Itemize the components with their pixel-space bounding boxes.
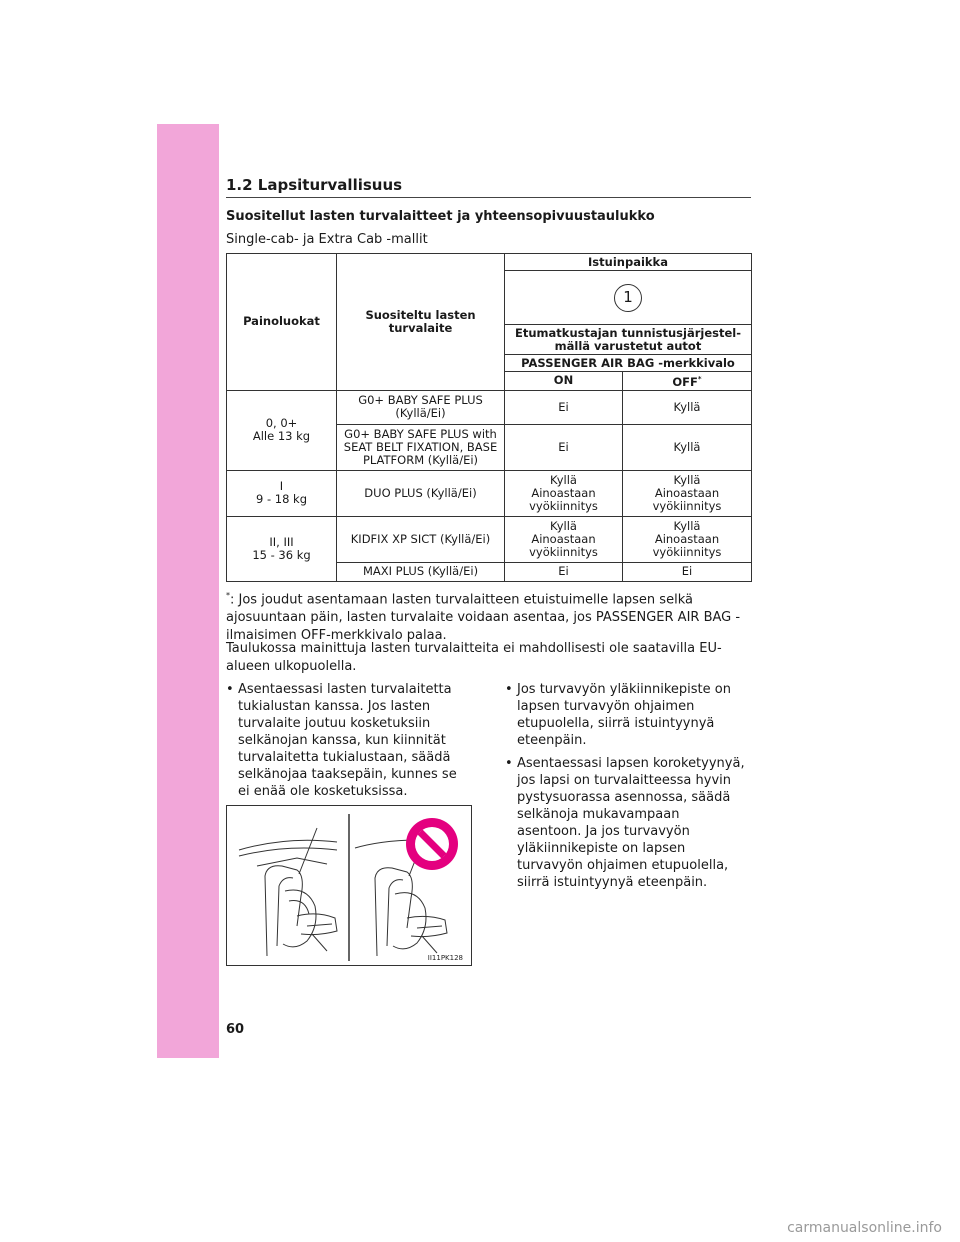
illustration-code: II11PK128 <box>427 954 463 962</box>
device-cell: MAXI PLUS (Kyllä/Ei) <box>337 562 505 581</box>
list-item: • Asentaessasi lapsen koroketyynyä, jos lapsi on turvalaitteessa hyvin pystysuorassa asennossa, säädä selkänoja mukavampaan asentoon. Ja jos turvavyön yläkiinnikepiste on lapsen turvavyön ohjaimen etupuolella, siirrä istuintyynyä eteenpäin. <box>505 755 745 891</box>
header-on: ON <box>505 372 623 391</box>
availability-note: Taulukossa mainittuja lasten turvalaitteita ei mahdollisesti ole saatavilla EU-alueen ulkopuolella. <box>226 641 722 674</box>
compatibility-table <box>226 253 752 582</box>
off-cell: Ei <box>623 562 752 581</box>
device-cell: G0+ BABY SAFE PLUS (Kyllä/Ei) <box>337 390 505 424</box>
on-cell: Kyllä Ainoastaan vyökiinnitys <box>505 516 623 562</box>
header-seat-position: Istuinpaikka <box>505 254 752 271</box>
table-title: Suositellut lasten turvalaitteet ja yhteensopivuustaulukko <box>226 209 655 224</box>
bullet-list-left <box>226 681 461 806</box>
seat-installation-drawing <box>227 806 471 965</box>
off-cell: Kyllä <box>623 424 752 470</box>
page-number: 60 <box>226 1022 245 1037</box>
off-cell: Kyllä Ainoastaan vyökiinnitys <box>623 516 752 562</box>
on-cell: Ei <box>505 562 623 581</box>
on-cell: Kyllä Ainoastaan vyökiinnitys <box>505 470 623 516</box>
on-cell: Ei <box>505 390 623 424</box>
off-cell: Kyllä <box>623 390 752 424</box>
weight-class-cell: II, III 15 - 36 kg <box>227 516 337 581</box>
header-device: Suositeltu lasten turvalaite <box>337 254 505 391</box>
bullet-list-right <box>505 681 745 897</box>
prohibition-icon <box>406 818 458 870</box>
weight-class-cell: I 9 - 18 kg <box>227 470 337 516</box>
header-weight-class: Painoluokat <box>227 254 337 391</box>
on-cell: Ei <box>505 424 623 470</box>
off-cell: Kyllä Ainoastaan vyökiinnitys <box>623 470 752 516</box>
header-airbag-indicator: PASSENGER AIR BAG -merkkivalo <box>505 355 752 372</box>
seat-1-icon: 1 <box>614 284 642 312</box>
section-heading: 1.2 Lapsiturvallisuus <box>226 176 751 198</box>
list-item: • Asentaessasi lasten turvalaitetta tukialustan kanssa. Jos lasten turvalaite joutuu kosketuksiin selkänojan kanssa, kun kiinnität turvalaitetta tukialustaan, säädä selkänojaa taaksepäin, kunnes se ei enää ole kosketuksissa. <box>226 681 461 800</box>
device-cell: KIDFIX XP SICT (Kyllä/Ei) <box>337 516 505 562</box>
table-row <box>227 390 752 424</box>
child-seat-illustration <box>226 805 472 966</box>
device-cell: G0+ BABY SAFE PLUS with SEAT BELT FIXATION, BASE PLATFORM (Kyllä/Ei) <box>337 424 505 470</box>
seat-icon-cell <box>505 271 752 325</box>
device-cell: DUO PLUS (Kyllä/Ei) <box>337 470 505 516</box>
weight-class-cell: 0, 0+ Alle 13 kg <box>227 390 337 470</box>
models-label: Single-cab- ja Extra Cab -mallit <box>226 232 428 247</box>
table-row <box>227 470 752 516</box>
header-detection-system: Etumatkustajan tunnistusjärjestel-mällä varustetut autot <box>505 325 752 355</box>
list-item: • Jos turvavyön yläkiinnikepiste on lapsen turvavyön ohjaimen etupuolella, siirrä istuintyynyä eteenpäin. <box>505 681 745 749</box>
side-tab <box>157 124 219 1058</box>
watermark[interactable]: carmanualsonline.info <box>787 1220 942 1236</box>
header-off: OFF* <box>623 372 752 391</box>
footnote: *: Jos joudut asentamaan lasten turvalaitteen etuistuimelle lapsen selkä ajosuuntaan päin, lasten turvalaite voidaan asentaa, jos PASSENGER AIR BAG -ilmaisimen OFF-merkkivalo palaa. <box>226 591 741 644</box>
table-row <box>227 516 752 562</box>
